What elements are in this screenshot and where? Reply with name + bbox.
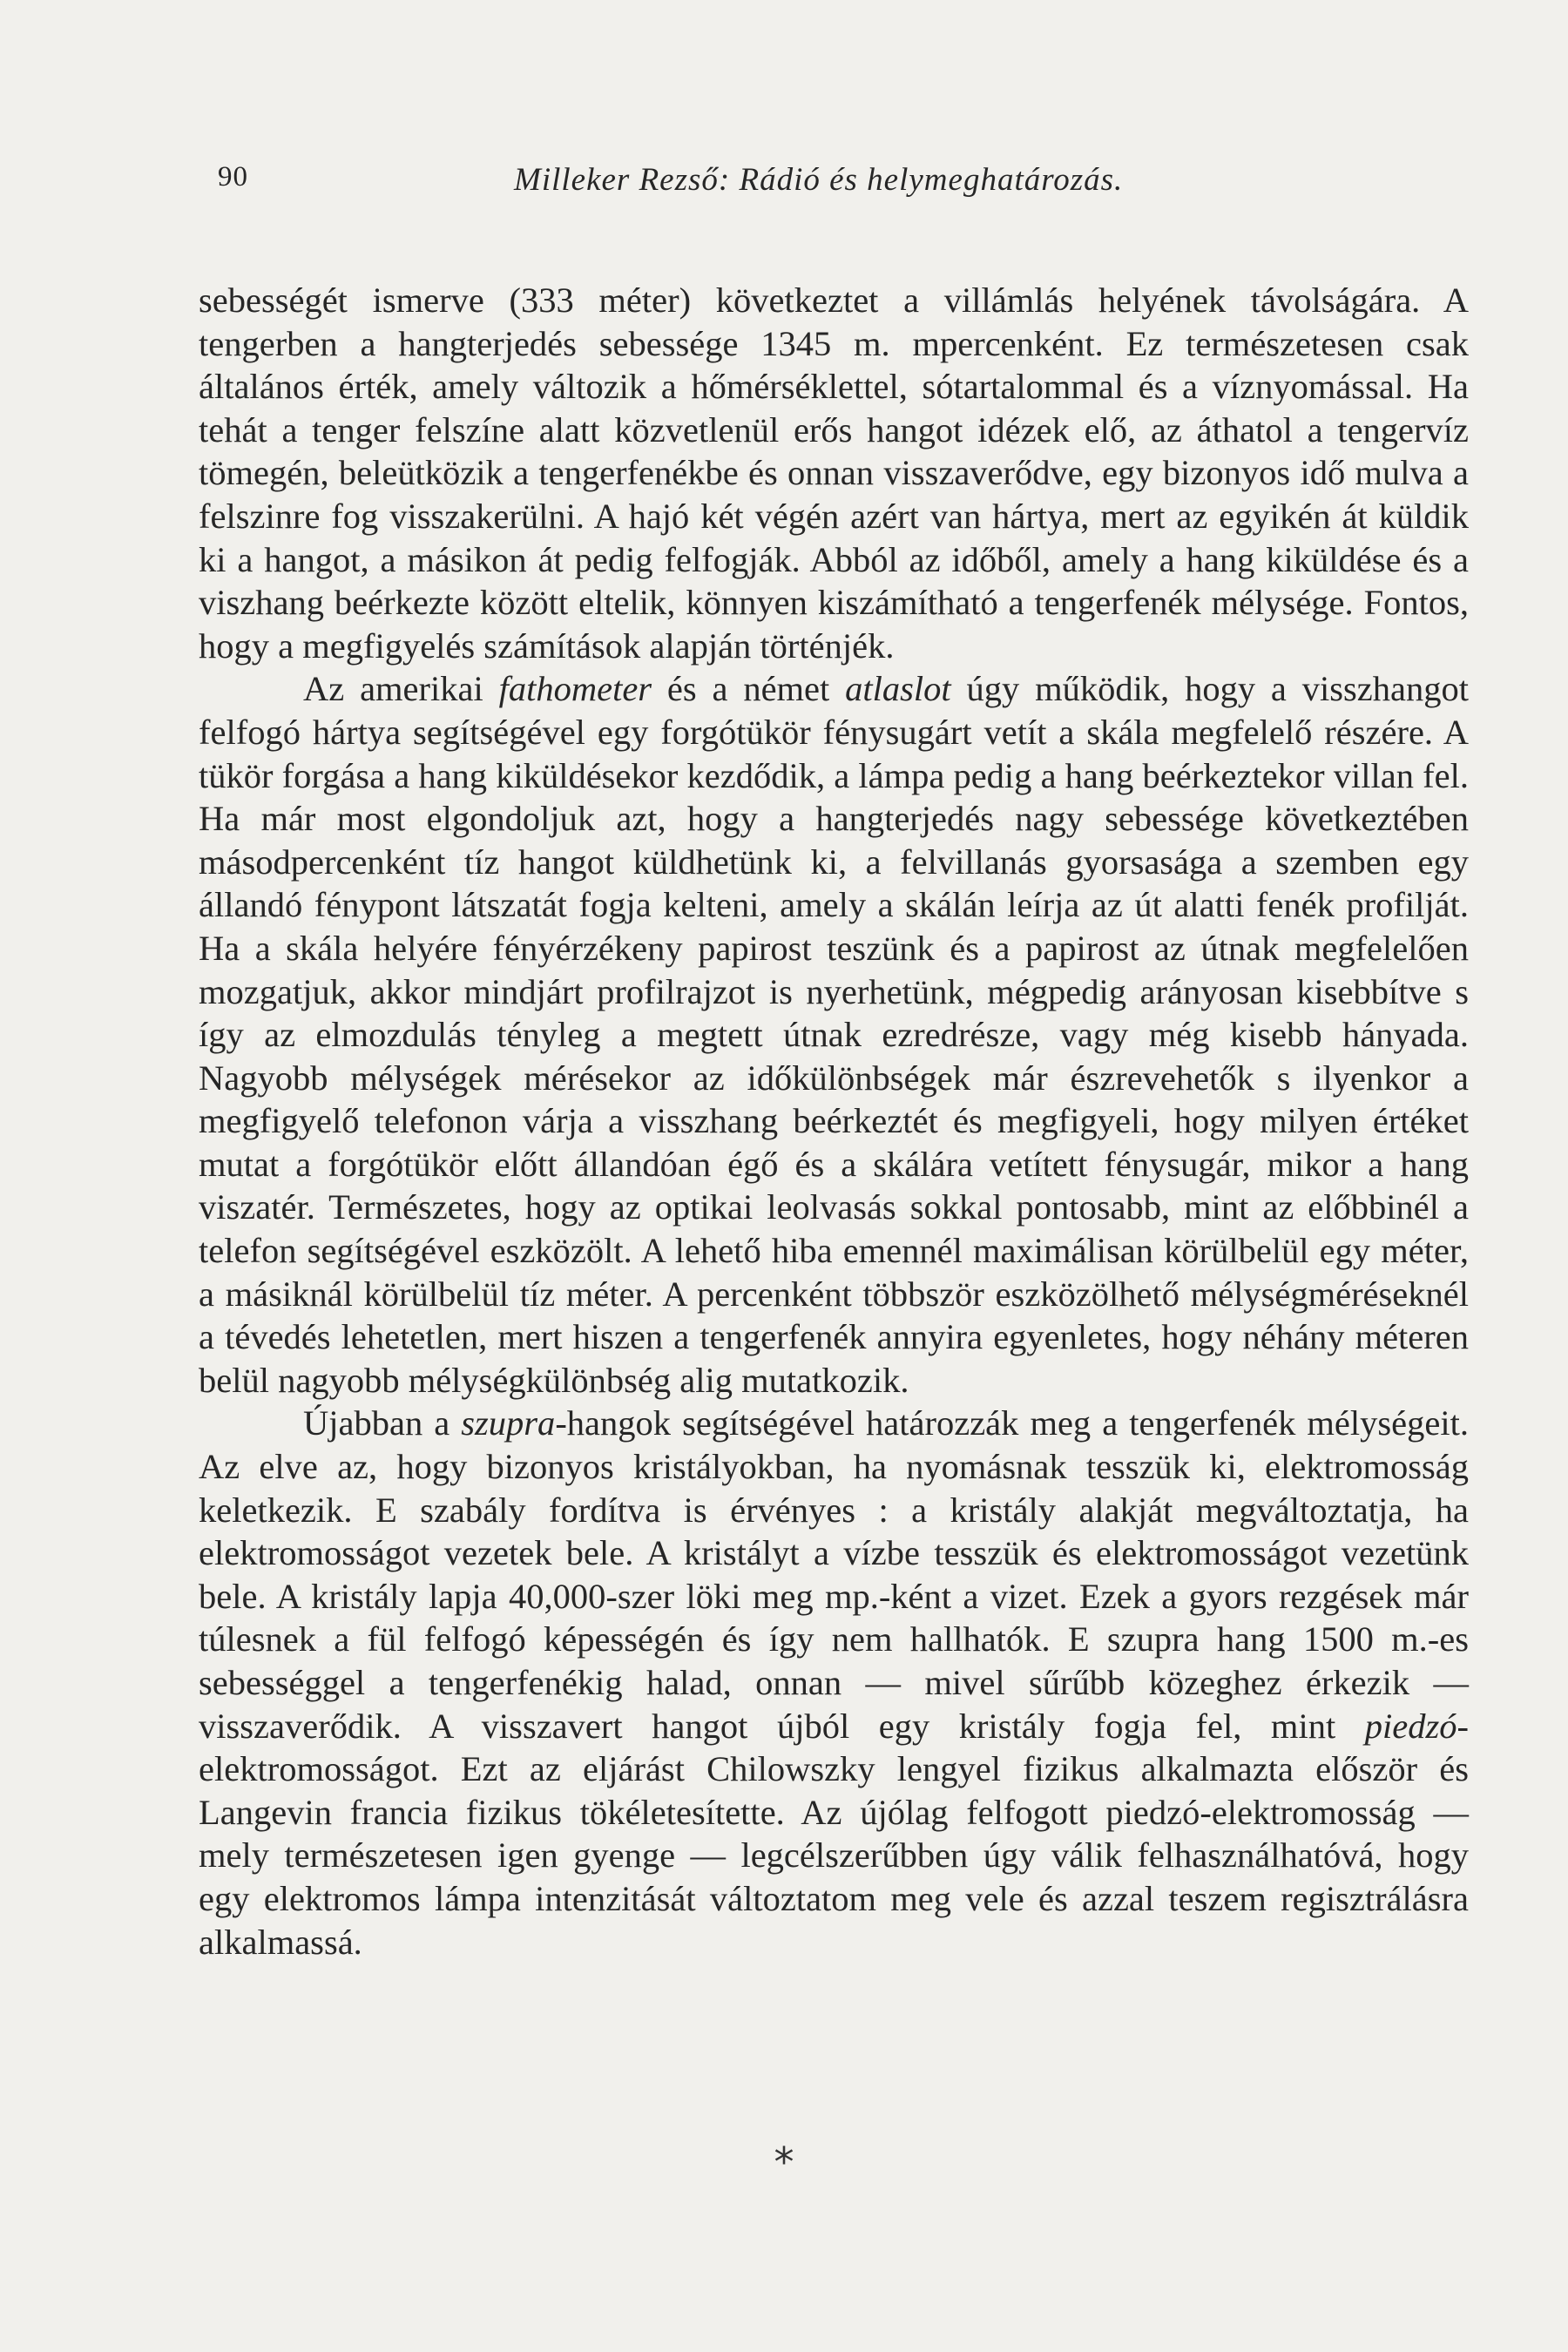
paragraph-2-text-c: úgy működik, hogy a visszhangot felfogó hártya segítségével egy forgótükör fénysugárt vetít a skála megfelelő részére. A tükör forgása a hang kiküldésekor kezdődik, a lámpa pedig a hang beérkeztekor villan fel. Ha már most elgondoljuk azt, hogy a hangterjedés nagy sebessége következtében másodpercenként tíz hangot küldhetünk ki, a felvillanás gyorsasága a szemben egy állandó fénypont látszatát fogja kelteni, amely a skálán leírja az út alatti fenék profilját. Ha a skála helyére fényérzékeny papirost teszünk és a papirost az útnak megfelelően mozgatjuk, akkor mindjárt profilrajzot is nyerhetünk, mégpedig arányosan kisebbítve s így az elmozdulás tényleg a megtett útnak ezredrésze, vagy még kisebb hányada. Nagyobb mélységek mérésekor az időkülönbségek már észrevehetők s ilyenkor a megfigyelő telefonon várja a visszhang beérkeztét és megfigyeli, hogy milyen értéket mutat a forgótükör előtt állandóan égő és a skálára vetített fénysugár, mikor a hang viszatér. Természetes, hogy az optikai leolvasás sokkal pontosabb, mint az előbbinél a telefon segítségével eszközölt. A lehető hiba emennél maximálisan körülbelül egy méter, a másiknál körülbelül tíz méter. A percenként többször eszközölhető mélységméréseknél a tévedés lehetetlen, mert hiszen a tengerfenék annyira egyenletes, hogy néhány méteren belül nagyobb mélységkülönbség alig mutatkozik. [199, 669, 1469, 1400]
section-ornament: * [774, 2139, 794, 2186]
term-atlaslot: atlaslot [845, 669, 951, 709]
paragraph-3-text-c: -elektromosságot. Ezt az eljárást Chilowszky lengyel fizikus alkalmazta először és Langevin francia fizikus tökéletesítette. Az újólag felfogott piedzó-elektromosság — mely természetesen igen gyenge — legcélszerűbben úgy válik felhasználhatóvá, hogy egy elektromos lámpa intenzitását változtatom meg vele és azzal teszem regisztrálásra alkalmassá. [199, 1706, 1469, 1962]
paragraph-2-text-a: Az amerikai [303, 669, 499, 709]
paragraph-2 [199, 667, 1469, 1402]
paragraph-2-text-b: és a német [652, 669, 846, 709]
page-number: 90 [218, 161, 248, 193]
paragraph-3-text-b: -hangok segítségével határozzák meg a tengerfenék mélységeit. Az elve az, hogy bizonyos kristályokban, ha nyomásnak tesszük ki, elektromosság keletkezik. E szabály fordítva is érvényes : a kristály alakját megváltoztatja, ha elektromosságot vezetek bele. A kristályt a vízbe tesszük és elektromosságot vezetünk bele. A kristály lapja 40,000-szer löki meg mp.-ként a vizet. Ezek a gyors rezgések már túlesnek a fül felfogó képességén és így nem hallhatók. E szupra hang 1500 m.-es sebességgel a tengerfenékig halad, onnan — mivel sűrűbb közeghez érkezik — visszaverődik. A visszavert hangot újból egy kristály fogja fel, mint [199, 1403, 1469, 1746]
page-header [218, 161, 1402, 213]
paragraph-1: sebességét ismerve (333 méter) következtet a villámlás helyének távolságára. A tengerben a hangterjedés sebessége 1345 m. mpercenként. Ez természetesen csak általános érték, amely változik a hőmérséklettel, sótartalommal és a víznyomással. Ha tehát a tenger felszíne alatt közvetlenül erős hangot idézek elő, az áthatol a tengervíz tömegén, beleütközik a tengerfenékbe és onnan visszaverődve, egy bizonyos idő mulva a felszinre fog visszakerülni. A hajó két végén azért van hártya, mert az egyikén át küldik ki a hangot, a másikon át pedig felfogják. Abból az időből, amely a hang kiküldése és a viszhang beérkezte között eltelik, könnyen kiszámítható a tengerfenék mélysége. Fontos, hogy a megfigyelés számítások alapján történjék. [199, 280, 1469, 666]
term-piedzo: piedzó [1364, 1706, 1457, 1746]
paragraph-3 [199, 1402, 1469, 1963]
body-text [199, 279, 1469, 1963]
term-szupra: szupra [461, 1403, 556, 1443]
paragraph-3-text-a: Újabban a [303, 1403, 462, 1443]
term-fathometer: fathometer [498, 669, 652, 709]
running-title: Milleker Rezső: Rádió és helymeghatározás. [514, 162, 1124, 198]
